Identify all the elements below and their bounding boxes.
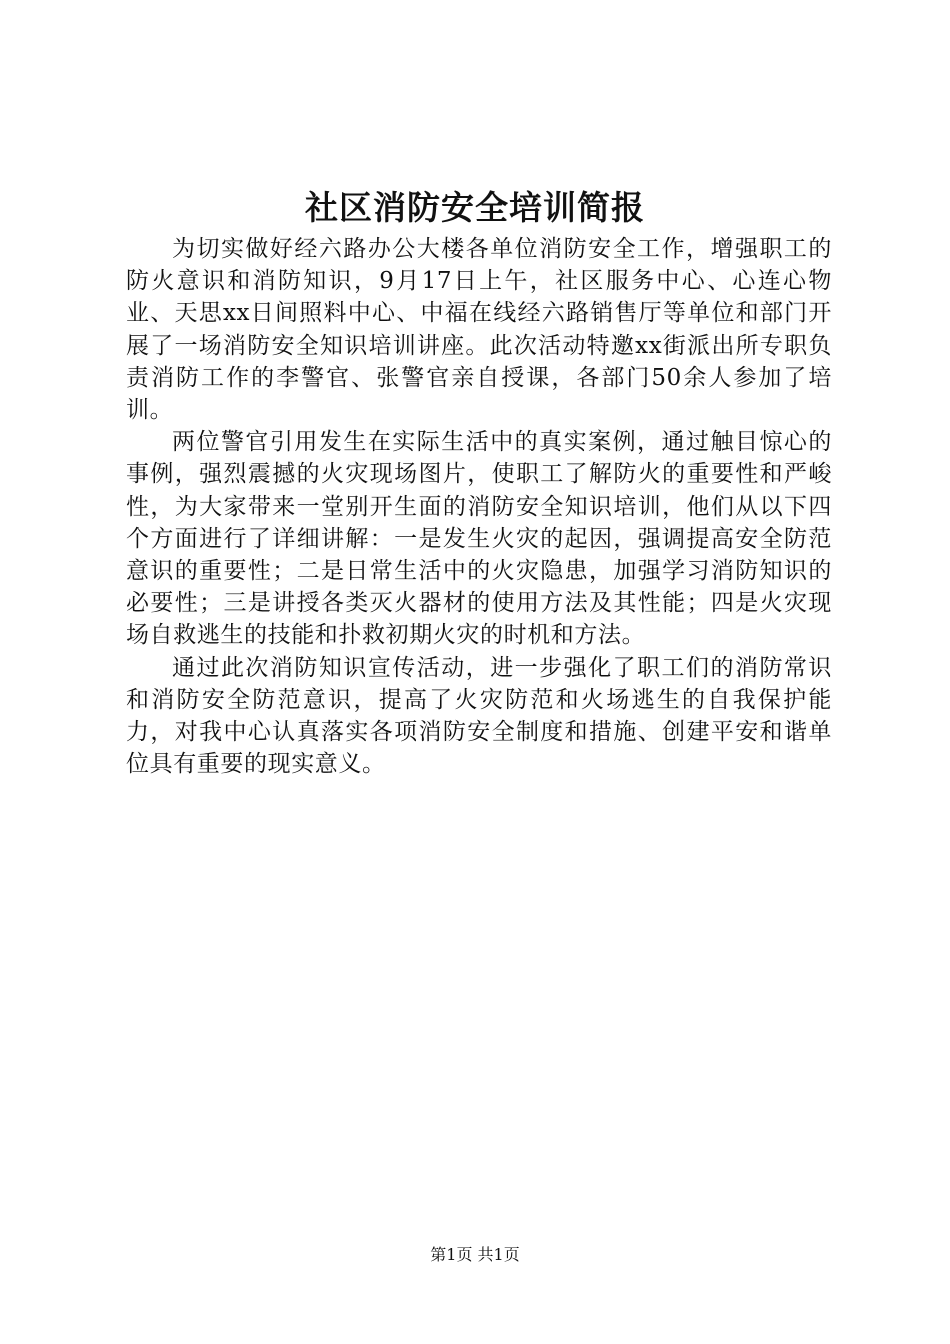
document-title: 社区消防安全培训简报 <box>305 188 645 227</box>
page-footer: 第1页 共1页 <box>430 1245 520 1264</box>
document-body <box>126 233 832 780</box>
paragraph-2: 两位警官引用发生在实际生活中的真实案例，通过触目惊心的事例，强烈震撼的火灾现场图片，使职工了解防火的重要性和严峻性，为大家带来一堂别开生面的消防安全知识培训，他们从以下四个方面进行了详细讲解：一是发生火灾的起因，强调提高安全防范意识的重要性；二是日常生活中的火灾隐患，加强学习消防知识的必要性；三是讲授各类灭火器材的使用方法及其性能；四是火灾现场自救逃生的技能和扑救初期火灾的时机和方法。 <box>126 429 832 649</box>
paragraph-3: 通过此次消防知识宣传活动，进一步强化了职工们的消防常识和消防安全防范意识，提高了火灾防范和火场逃生的自我保护能力，对我中心认真落实各项消防安全制度和措施、创建平安和谐单位具有重要的现实意义。 <box>126 654 832 778</box>
paragraph-1: 为切实做好经六路办公大楼各单位消防安全工作，增强职工的防火意识和消防知识，9月17日上午，社区服务中心、心连心物业、天思xx日间照料中心、中福在线经六路销售厅等单位和部门开展了一场消防安全知识培训讲座。此次活动特邀xx街派出所专职负责消防工作的李警官、张警官亲自授课，各部门50余人参加了培训。 <box>126 236 832 424</box>
